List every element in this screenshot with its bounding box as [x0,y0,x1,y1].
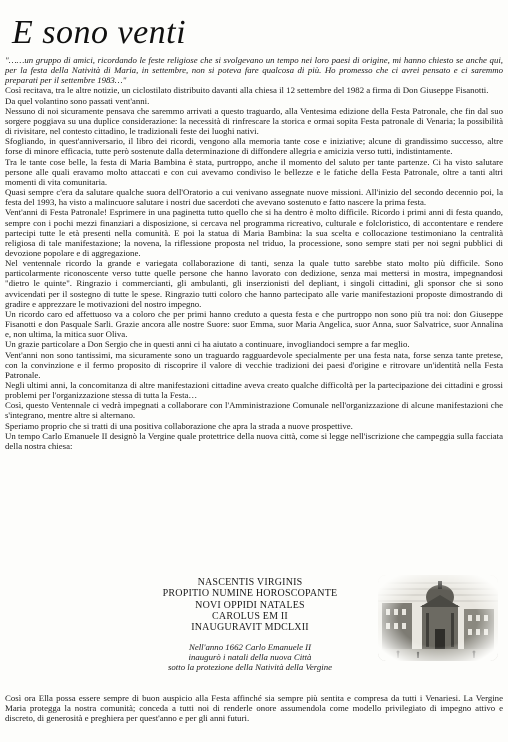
inscription-line: NOVI OPPIDI NATALES [195,599,305,611]
translation-line: Nell'anno 1662 Carlo Emanuele II [188,642,312,652]
inscription-translation [140,642,360,673]
body-paragraph: "……un gruppo di amici, ricordando le feste religiose che si svolgevano un tempo nei loro paesi di origine, mi hanno chiesto se anche qui, per la festa della Natività di Maria, in settembre, non si poteva fare qualcosa di più. Ho promesso che ci avrei pensato e ci saremmo preparati per il settembre 1983…" [5,55,503,86]
inscription-line: INAUGURAVIT MDCLXII [191,622,309,634]
body-paragraph: Sfogliando, in quest'anniversario, il libro dei ricordi, vengono alla memoria tante cose e iniziative; alcune di grandissimo successo, altre forse di minore efficacia, tutte però sostenute dalla determinazione di diffondere allegria e amicizia verso tutti, indistintamente. [5,136,503,157]
page-title: E sono venti [12,14,187,51]
body-paragraph: Tra le tante cose belle, la festa di Maria Bambina è stata, purtroppo, anche il momento del saluto per tante partenze. Ci ha visto salutare persone alle quali eravamo molto attaccati e con cui avevamo condiviso le bellezze e le fatiche della Festa Patronale, oltre a tanti altri momenti di vita comunitaria. [5,156,503,187]
latin-inscription [140,577,360,633]
body-paragraph: Vent'anni di Festa Patronale! Esprimere in una paginetta tutto quello che si ha dentro è molto difficile. Ricordo i primi anni di festa quando, sempre con i pochi mezzi finanziari a disposizione, si cercava nel programma ricreativo, culturale e folcloristico, di accontentare e rendere partecipi tutte le età presenti nella comunità. E poi la statua di Maria Bambina: la sua scelta e collocazione testimoniano la centralità religiosa di tale manifestazione; la novena, la riflessione proposta nel triduo, la processione, sono sempre stati per noi segni pubblici di devozione popolare e di aggregazione. [5,207,503,258]
inscription-line: PROPITIO NUMINE HOROSCOPANTE [162,588,338,600]
body-paragraph: Un grazie particolare a Don Sergio che in questi anni ci ha aiutato a continuare, invogliandoci sempre a far meglio. [5,339,410,350]
body-paragraph: Così, questo Ventennale ci vedrà impegnati a collaborare con l'Amministrazione Comunale nell'organizzazione di alcune manifestazioni che s'integrano, mentre altre si alternano. [5,400,503,421]
inscription-line: NASCENTIS VIRGINIS [197,577,303,588]
inscription-line: CAROLUS EM II [212,610,288,622]
body-paragraph: Speriamo proprio che si tratti di una positiva collaborazione che apra la strada a nuove prospettive. [5,420,353,431]
body-paragraph: Un ricordo caro ed affettuoso va a coloro che per primi hanno creduto a questa festa e che purtroppo non sono più tra noi: don Giuseppe Fisanotti e don Pasquale Sarli. Grazie ancora alle nostre Suore: suor Emma, suor Maria Angelica, suor Anna, suor Salvatrice, suor Annalina e, non ultima, la mitica suor Oliva. [5,308,503,340]
translation-line: sotto la protezione della Natività della Vergine [167,662,333,673]
body-paragraph: Nessuno di noi sicuramente pensava che saremmo arrivati a questo traguardo, alla Ventesima edizione della Festa Patronale, che fin dal suo sorgere poggiava su una duplice considerazione: la necessità di rinfrescare la storica e ormai sopita Festa patronale di Venaria; la possibilità di rivisitare, nel contesto cittadino, le tradizionali feste dei luoghi nativi. [5,105,503,137]
body-paragraph: Così recitava, tra le altre notizie, un ciclostilato distribuito davanti alla chiesa il 12 settembre del 1982 a firma di Don Giuseppe Fisanotti. [5,85,489,96]
church-facade-engraving-icon [378,575,498,661]
body-paragraph: Da quel volantino sono passati vent'anni. [5,95,150,106]
closing-paragraph [5,693,503,723]
body-paragraph: Un tempo Carlo Emanuele II designò la Vergine quale protettrice della nuova città, come si legge nell'iscrizione che campeggia sulla facciata della nostra chiesa: [5,430,503,451]
body-paragraph: Nel ventennale ricordo la grande e variegata collaborazione di tanti, senza la quale tutto sarebbe stato molto più difficile. Sono particolarmente riconoscente verso tutte quelle persone che hanno lavorato con dedizione, senza mai mettersi in mostra, impegnandosi "dietro le quinte". Ringrazio i commercianti, gli ambulanti, gli inserzionisti del depliant, i singoli cittadini, gli sponsor che si sono avvicendati per il sostegno di tutte le spese. Ringrazio tutti coloro che hanno partecipato alle varie manifestazioni proposte dimostrando di gradire e apprezzare le motivazioni del nostro impegno. [5,258,503,309]
closing-text: Così ora Ella possa essere sempre di buon auspicio alla Festa affinché sia sempre più sentita e compresa da tutti i Venariesi. La Vergine Maria protegga la nostra comunità; conceda a tutti noi di renderle onore assumendola come modello privilegiato di impegno attivo e discreto, di generosità e preghiera per quest'anno e per gli anni futuri. [5,693,503,724]
body-paragraph: Negli ultimi anni, la concomitanza di altre manifestazioni cittadine aveva creato qualche difficoltà per la partecipazione dei cittadini e grossi problemi per l'organizzazione stessa di tutta la Festa… [5,380,503,401]
translation-line: inaugurò i natali della nuova Città [188,652,312,663]
article-body [5,55,503,451]
body-paragraph: Quasi sempre c'era da salutare qualche suora dell'Oratorio a cui venivano assegnate nuove missioni. All'inizio del secondo decennio poi, la festa del 1993, ha visto a malincuore salutare i nostri due sacerdoti che avevano sostenuto e fatto nascere la prima festa. [5,187,503,208]
body-paragraph: Vent'anni non sono tantissimi, ma sicuramente sono un traguardo ragguardevole specialmente per una festa nata, forse senza tante pretese, con la convinzione e il fermo proposito di riscoprire il valore di vecchie tradizioni dei paesi d'origine e ritrovare un'identità nella Festa Patronale. [5,349,503,380]
